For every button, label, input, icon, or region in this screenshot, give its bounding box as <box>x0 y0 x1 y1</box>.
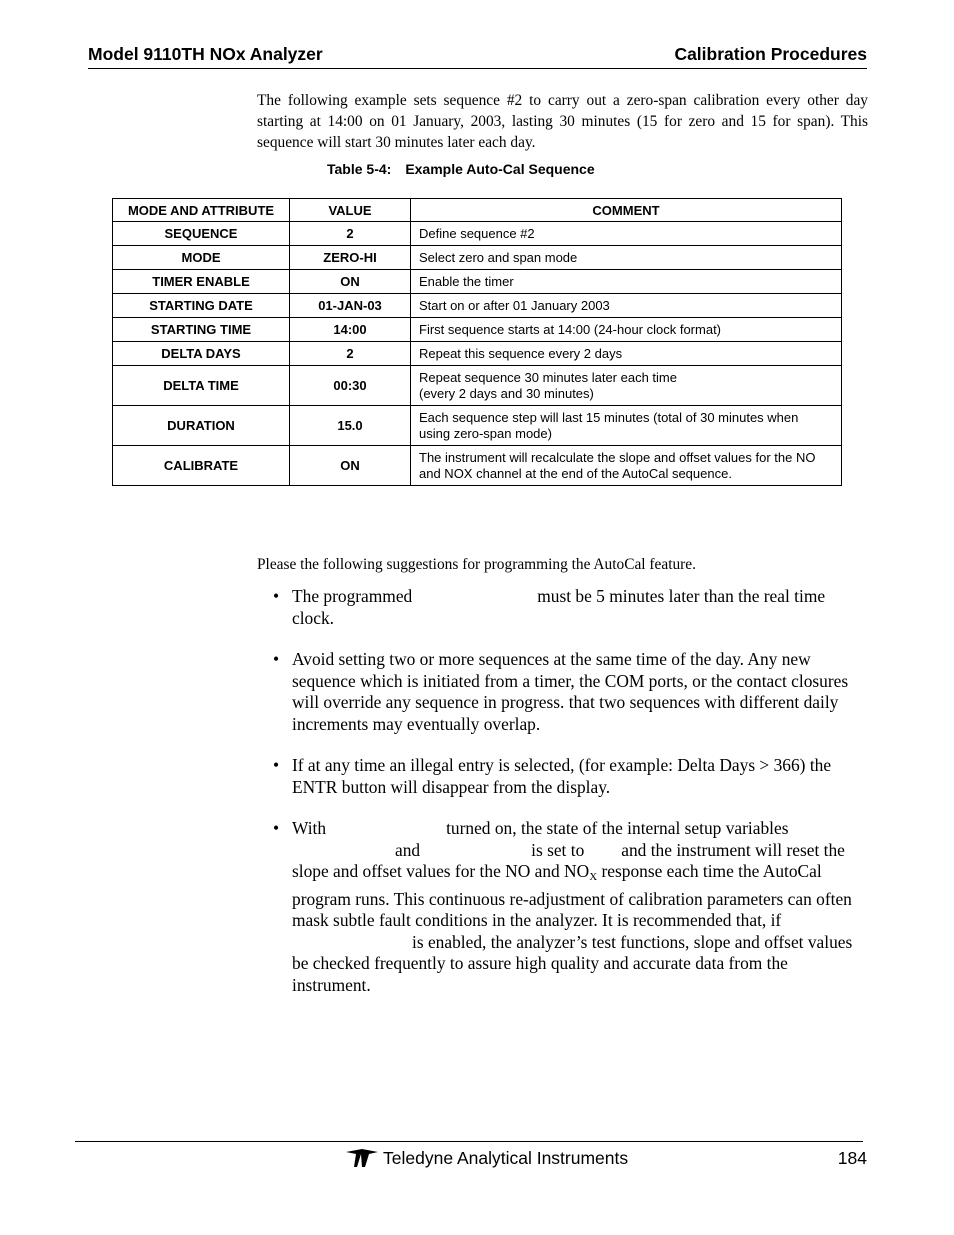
row-comment: Start on or after 01 January 2003 <box>411 294 842 318</box>
table-row <box>113 446 842 486</box>
tip-text: turned on, the state of the internal setup variables <box>446 818 789 838</box>
row-value: 01-JAN-03 <box>290 294 411 318</box>
table-row <box>113 294 842 318</box>
table-header-row <box>113 199 842 222</box>
row-comment: First sequence starts at 14:00 (24-hour clock format) <box>411 318 842 342</box>
tip-text: is set to <box>531 839 585 860</box>
table-row <box>113 342 842 366</box>
list-item <box>257 818 865 996</box>
row-comment-line: (every 2 days and 30 minutes) <box>419 385 594 401</box>
row-value: 15.0 <box>290 406 411 446</box>
autocal-table <box>112 198 842 486</box>
row-attribute: STARTING DATE <box>113 294 290 318</box>
row-comment: Each sequence step will last 15 minutes (total of 30 minutes when using zero-span mode) <box>411 406 842 446</box>
header-value: VALUE <box>290 199 411 222</box>
row-value: ZERO-HI <box>290 246 411 270</box>
table-row <box>113 246 842 270</box>
row-comment: Select zero and span mode <box>411 246 842 270</box>
row-comment: The instrument will recalculate the slope and offset values for the NO and NOX channel at the end of the AutoCal sequence. <box>411 446 842 486</box>
footer-company-name: Teledyne Analytical Instruments <box>383 1148 629 1168</box>
row-comment <box>411 366 842 406</box>
row-attribute: SEQUENCE <box>113 222 290 246</box>
footer-company <box>345 1148 628 1169</box>
row-comment-line: Repeat sequence 30 minutes later each time <box>419 369 677 385</box>
suggestions-list <box>257 586 865 1016</box>
page-header <box>88 44 867 69</box>
table-row <box>113 406 842 446</box>
row-attribute: DELTA DAYS <box>113 342 290 366</box>
row-attribute: MODE <box>113 246 290 270</box>
list-item <box>257 649 865 735</box>
row-comment: Define sequence #2 <box>411 222 842 246</box>
bullet-icon: • <box>273 586 280 606</box>
list-item <box>257 755 865 798</box>
row-value: 2 <box>290 222 411 246</box>
header-attribute: MODE AND ATTRIBUTE <box>113 199 290 222</box>
table-caption-title: Example Auto-Cal Sequence <box>405 161 595 177</box>
tip-text: If at any time an illegal entry is selected, (for example: Delta Days > 366) the ENTR button will disappear from the display. <box>292 755 832 797</box>
intro-paragraph: The following example sets sequence #2 to carry out a zero-span calibration every other day starting at 14:00 on 01 January, 2003, lasting 30 minutes (15 for zero and 15 for span). This sequence will start 30 minutes later each day. <box>257 92 868 151</box>
bullet-icon: • <box>273 755 280 775</box>
footer-divider <box>75 1141 863 1142</box>
tip-text: must be 5 minutes later than the real time clock. <box>292 586 826 628</box>
table-row <box>113 222 842 246</box>
teledyne-logo-icon <box>345 1148 379 1168</box>
page-number: 184 <box>837 1148 867 1168</box>
header-title: Model 9110TH NOx Analyzer <box>88 44 323 64</box>
row-attribute: CALIBRATE <box>113 446 290 486</box>
header-section: Calibration Procedures <box>674 44 867 64</box>
tip-text: is enabled, the analyzer’s test functions, slope and offset values be checked frequently to assure high quality and accurate data from the instrument. <box>292 931 853 995</box>
tip-subscript: X <box>589 871 598 883</box>
tip-text: response each time the AutoCal program runs. This continuous re-adjustment of calibration parameters can often mask subtle fault conditions in the analyzer. It is recommended that, if <box>292 861 852 930</box>
row-value: 2 <box>290 342 411 366</box>
row-comment: Repeat this sequence every 2 days <box>411 342 842 366</box>
tip-text: With <box>292 818 327 838</box>
header-comment: COMMENT <box>411 199 842 222</box>
suggestions-intro: Please the following suggestions for programming the AutoCal feature. <box>257 556 696 573</box>
tip-text: The programmed <box>292 586 413 606</box>
row-attribute: DURATION <box>113 406 290 446</box>
table-caption-number: Table 5-4: <box>327 161 392 177</box>
row-attribute: STARTING TIME <box>113 318 290 342</box>
row-value: 00:30 <box>290 366 411 406</box>
bullet-icon: • <box>273 649 280 669</box>
row-attribute: TIMER ENABLE <box>113 270 290 294</box>
row-value: ON <box>290 446 411 486</box>
row-value: ON <box>290 270 411 294</box>
bullet-icon: • <box>273 818 280 838</box>
row-comment: Enable the timer <box>411 270 842 294</box>
table-caption <box>327 161 595 177</box>
table-row <box>113 318 842 342</box>
row-attribute: DELTA TIME <box>113 366 290 406</box>
list-item <box>257 586 865 629</box>
tip-text: and the instrument will reset the slope and offset values for the NO and NO <box>292 839 845 881</box>
tip-text: and <box>395 839 421 860</box>
row-value: 14:00 <box>290 318 411 342</box>
table-row <box>113 366 842 406</box>
tip-text: Avoid setting two or more sequences at the same time of the day. Any new sequence which is initiated from a timer, the COM ports, or the contact closures will override any sequence in progress. that two sequences with different daily increments may eventually overlap. <box>292 649 849 734</box>
table-row <box>113 270 842 294</box>
